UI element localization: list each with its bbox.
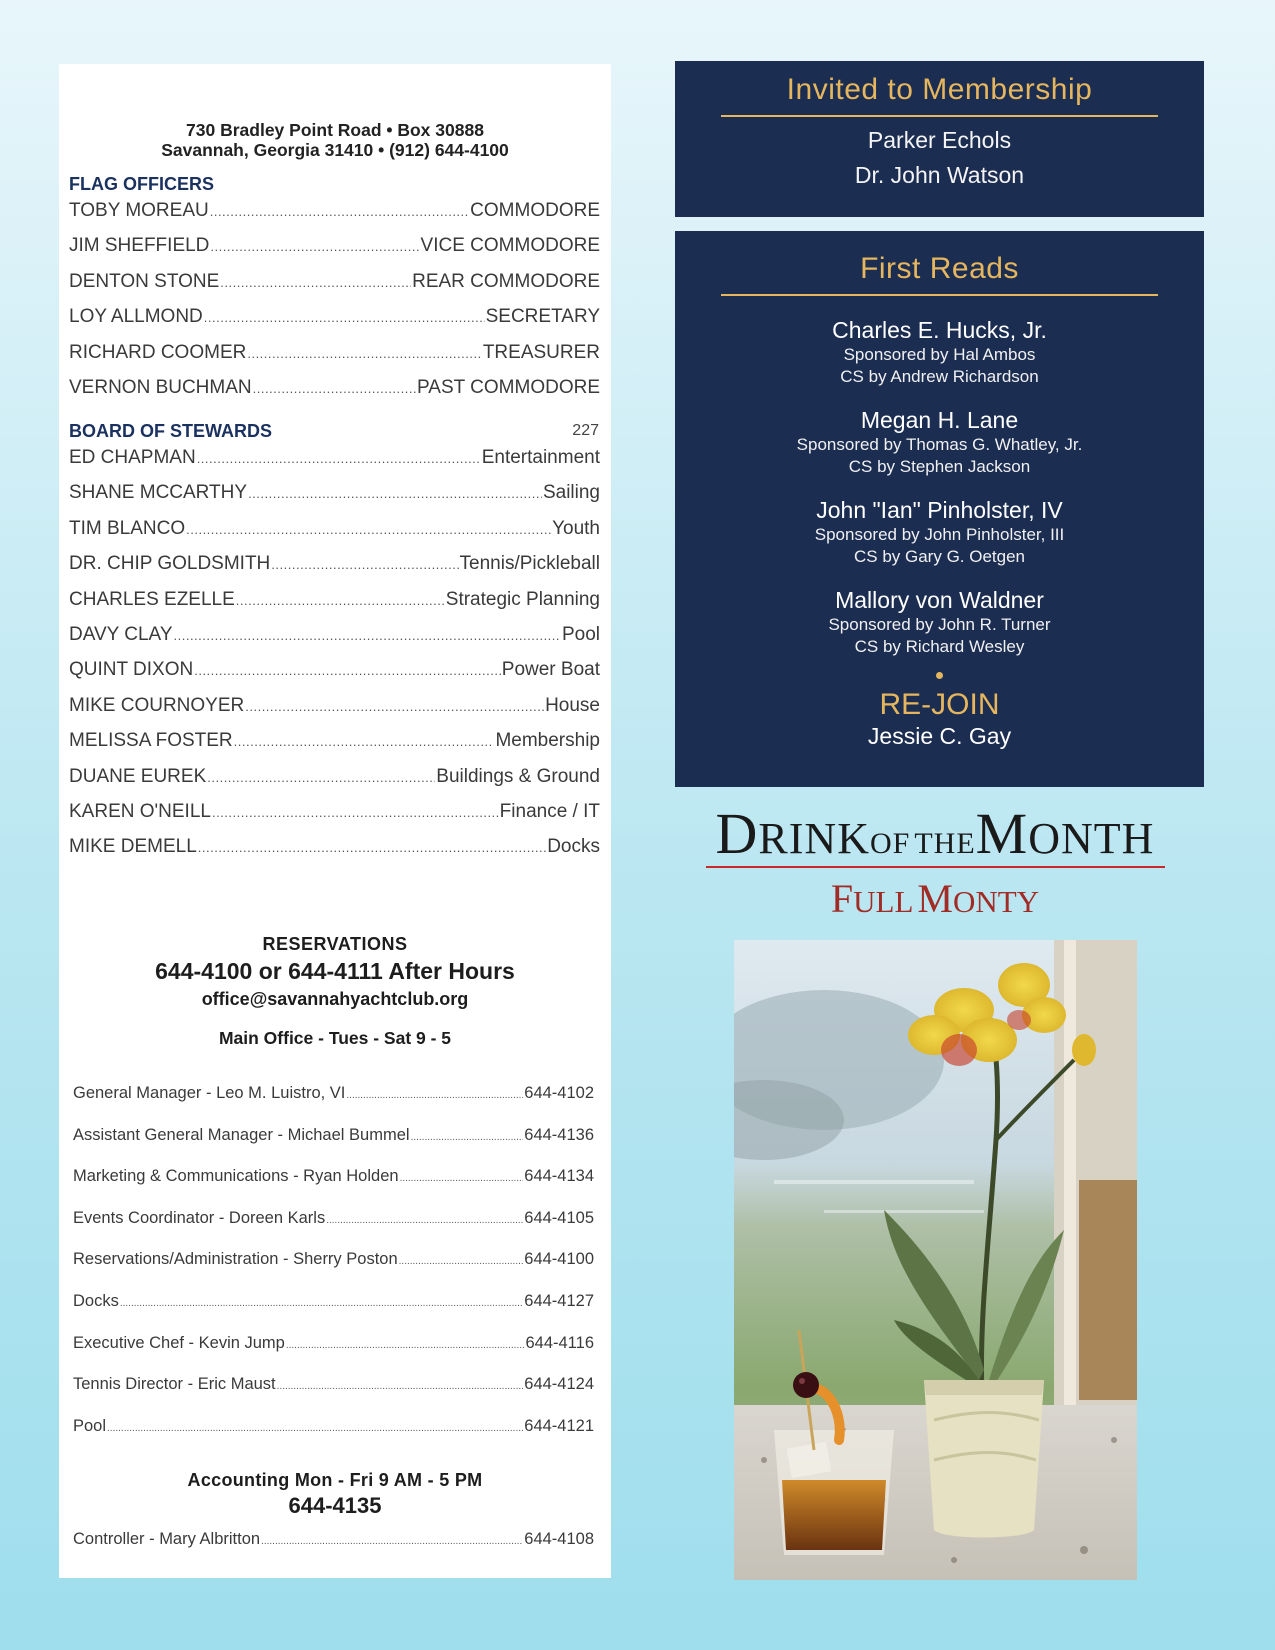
first-reads-panel: [675, 231, 1204, 787]
rejoin-title: RE-JOIN: [879, 688, 1000, 721]
list-item: KAREN O'NEILL ..... Finance / IT: [69, 801, 600, 836]
member-name: Dr. John Watson: [854, 162, 1025, 188]
candidate: [675, 316, 1204, 388]
list-item: TOBY MOREAU ..... COMMODORE: [69, 200, 600, 235]
list-item: JIM SHEFFIELD ..... VICE COMMODORE: [69, 235, 600, 270]
candidate-name: John "Ian" Pinholster, IV: [816, 497, 1063, 523]
flag-officers-heading: FLAG OFFICERS: [69, 174, 214, 194]
first-reads-title: First Reads: [860, 252, 1019, 285]
bullet-dot: [936, 672, 943, 679]
office-hours: Main Office - Tues - Sat 9 - 5: [218, 1028, 452, 1048]
divider: [706, 866, 1165, 868]
table-row: General Manager - Leo M. Luistro, VI ..... 644-4102: [73, 1084, 594, 1126]
drink-of-the-month-heading: DRINKOF THEMONTH: [715, 801, 1155, 866]
table-row: Docks ..... 644-4127: [73, 1292, 594, 1334]
candidate-name: Mallory von Waldner: [835, 587, 1044, 613]
list-item: MIKE DEMELL ..... Docks: [69, 836, 600, 871]
directory-panel: [59, 64, 611, 1578]
candidate: [675, 586, 1204, 658]
club-address: [59, 120, 611, 160]
rejoin-name: Jessie C. Gay: [867, 723, 1012, 749]
table-row: Controller - Mary Albritton ..... 644-4108: [73, 1530, 594, 1572]
candidate-sponsor: Sponsored by John R. Turner: [828, 615, 1051, 634]
divider: [721, 115, 1158, 117]
table-row: Events Coordinator - Doreen Karls ..... 644-4105: [73, 1209, 594, 1251]
stewards-heading: BOARD OF STEWARDS: [69, 421, 273, 441]
list-item: VERNON BUCHMAN ..... PAST COMMODORE: [69, 377, 600, 412]
list-item: DAVY CLAY ..... Pool: [69, 624, 600, 659]
list-item: DR. CHIP GOLDSMITH ..... Tennis/Pickleball: [69, 553, 600, 588]
list-item: DENTON STONE ..... REAR COMMODORE: [69, 271, 600, 306]
member-name: Parker Echols: [867, 127, 1012, 153]
list-item: LOY ALLMOND ..... SECRETARY: [69, 306, 600, 341]
address-line-1: 730 Bradley Point Road • Box 30888: [186, 120, 484, 140]
stewards-number: 227: [572, 422, 599, 439]
list-item: SHANE MCCARTHY ..... Sailing: [69, 482, 600, 517]
controller-row: [73, 1530, 594, 1572]
list-item: QUINT DIXON ..... Power Boat: [69, 659, 600, 694]
candidate-cs: CS by Gary G. Oetgen: [853, 547, 1025, 566]
divider: [721, 294, 1158, 296]
table-row: Assistant General Manager - Michael Bummel ..... 644-4136: [73, 1126, 594, 1168]
reservations-email: office@savannahyachtclub.org: [201, 989, 469, 1009]
candidate-cs: CS by Andrew Richardson: [840, 367, 1039, 386]
stewards-list: [69, 447, 600, 872]
membership-title: Invited to Membership: [786, 73, 1093, 106]
list-item: ED CHAPMAN ..... Entertainment: [69, 447, 600, 482]
candidate: [675, 496, 1204, 568]
membership-panel: [675, 61, 1204, 217]
list-item: MIKE COURNOYER ..... House: [69, 695, 600, 730]
list-item: MELISSA FOSTER ..... Membership: [69, 730, 600, 765]
list-item: DUANE EUREK ..... Buildings & Ground: [69, 766, 600, 801]
candidate-cs: CS by Stephen Jackson: [848, 457, 1031, 476]
candidate-sponsor: Sponsored by Thomas G. Whatley, Jr.: [796, 435, 1083, 454]
candidate-sponsor: Sponsored by John Pinholster, III: [814, 525, 1065, 544]
list-item: CHARLES EZELLE ..... Strategic Planning: [69, 589, 600, 624]
candidate-name: Megan H. Lane: [860, 407, 1019, 433]
candidate-name: Charles E. Hucks, Jr.: [832, 317, 1047, 343]
table-row: Tennis Director - Eric Maust ..... 644-4124: [73, 1375, 594, 1417]
accounting-phone: 644-4135: [288, 1493, 382, 1518]
drink-photo: [734, 940, 1137, 1580]
reservations-phone: 644-4100 or 644-4111 After Hours: [155, 958, 515, 984]
table-row: Marketing & Communications - Ryan Holden ..... 644-4134: [73, 1167, 594, 1209]
reservations-heading: RESERVATIONS: [262, 934, 408, 954]
staff-directory: [73, 1084, 594, 1458]
candidate-cs: CS by Richard Wesley: [854, 637, 1025, 656]
candidate: [675, 406, 1204, 478]
list-item: TIM BLANCO ..... Youth: [69, 518, 600, 553]
table-row: Executive Chef - Kevin Jump ..... 644-4116: [73, 1334, 594, 1376]
list-item: RICHARD COOMER ..... TREASURER: [69, 342, 600, 377]
accounting-heading: Accounting Mon - Fri 9 AM - 5 PM: [187, 1470, 483, 1490]
table-row: Pool ..... 644-4121: [73, 1417, 594, 1459]
flag-officers-list: [69, 200, 600, 412]
drink-name: FULL MONTY: [830, 876, 1040, 921]
table-row: Reservations/Administration - Sherry Poston ..... 644-4100: [73, 1250, 594, 1292]
candidate-sponsor: Sponsored by Hal Ambos: [843, 345, 1036, 364]
address-line-2: Savannah, Georgia 31410 • (912) 644-4100: [161, 140, 509, 160]
